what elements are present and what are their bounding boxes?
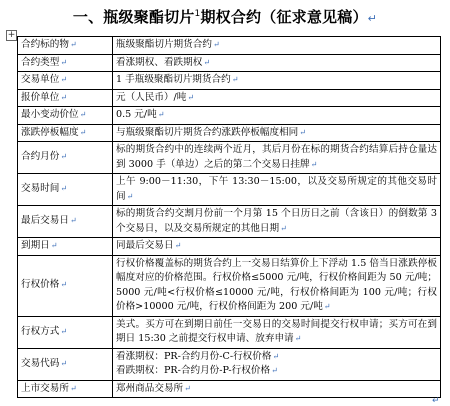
field-value-cell xyxy=(113,37,441,55)
field-value-cell xyxy=(113,89,441,107)
field-value-cell xyxy=(113,174,441,206)
end-paragraph-mark-icon: ↵ xyxy=(432,396,440,406)
field-value-cell xyxy=(113,380,441,398)
field-label: 行权方式 xyxy=(21,325,60,337)
field-value-cell xyxy=(113,142,441,174)
field-label-cell xyxy=(18,380,113,398)
cell-end-mark-icon: ↵ xyxy=(231,75,239,84)
field-value-cell xyxy=(113,72,441,90)
cell-end-mark-icon: ↵ xyxy=(323,302,331,311)
field-value-line xyxy=(116,91,437,106)
table-row xyxy=(18,174,441,206)
field-label: 最后交易日 xyxy=(21,215,69,227)
field-value-cell xyxy=(113,206,441,238)
field-value-cell xyxy=(113,107,441,125)
field-label: 报价单位 xyxy=(21,91,60,103)
field-label: 合约标的物 xyxy=(21,39,69,50)
field-value-line xyxy=(116,108,437,123)
table-row xyxy=(18,206,441,238)
field-label-cell xyxy=(18,206,113,238)
field-value-line xyxy=(116,257,437,315)
heading-prefix: 一、瓶级聚酯切片 xyxy=(72,8,195,26)
field-label: 行权价格 xyxy=(21,279,60,291)
cell-end-mark-icon: ↵ xyxy=(280,223,287,233)
field-value: 1 手瓶级聚酯切片期货合约 xyxy=(116,74,231,85)
field-label-cell xyxy=(18,72,113,90)
cell-end-mark-icon: ↵ xyxy=(184,383,191,393)
cell-end-mark-icon: ↵ xyxy=(174,241,182,250)
cell-end-mark-icon: ↵ xyxy=(60,326,68,336)
table-row xyxy=(18,37,441,55)
cell-end-mark-icon: ↵ xyxy=(60,57,68,67)
cell-end-mark-icon: ↵ xyxy=(69,383,77,393)
field-label-cell xyxy=(18,142,113,174)
field-value: 元（人民币）/吨 xyxy=(116,91,187,103)
cell-end-mark-icon: ↵ xyxy=(69,40,77,49)
field-value-cell xyxy=(113,124,441,142)
table-row xyxy=(18,54,441,72)
table-row xyxy=(18,89,441,107)
field-value: 与瓶级聚酯切片期货合约涨跌停板幅度相同 xyxy=(116,126,299,138)
field-label-cell xyxy=(18,54,113,72)
field-value-cell xyxy=(113,54,441,72)
field-value-cell xyxy=(113,238,441,256)
table-row xyxy=(18,316,441,348)
cell-end-mark-icon: ↵ xyxy=(60,75,68,84)
cell-end-mark-icon: ↵ xyxy=(60,358,68,368)
field-value-line xyxy=(116,350,437,365)
field-label-cell xyxy=(18,107,113,125)
table-row xyxy=(18,142,441,174)
table-row xyxy=(18,124,441,142)
field-value-line xyxy=(116,143,437,172)
table-move-handle-icon[interactable]: + xyxy=(7,30,16,40)
cell-end-mark-icon: ↵ xyxy=(126,191,134,201)
field-value-line xyxy=(116,318,437,347)
table-row xyxy=(18,107,441,125)
field-value-line xyxy=(116,38,437,53)
field-value-line xyxy=(116,207,437,236)
field-value: 美式。买方可在到期日前任一交易日的交易时间提交行权申请；买方可在到期日 15:30 之前提交行权申请、放弃申请 xyxy=(116,318,437,344)
field-value-line xyxy=(116,364,437,379)
field-value: 郑州商品交易所 xyxy=(116,382,184,394)
field-label: 交易代码 xyxy=(21,357,60,369)
field-label-cell xyxy=(18,255,113,316)
field-value: 标的期货合约中的连续两个近月，其后月份在标的期货合约结算后持仓量达到 3000 手（单边）之后的第二个交易日挂牌 xyxy=(116,144,437,170)
field-value: 上午 9:00－11:30，下午 13:30－15:00，以及交易所规定的其他交易时间 xyxy=(116,176,437,202)
cell-end-mark-icon: ↵ xyxy=(299,127,306,137)
field-value-cell xyxy=(113,316,441,348)
field-value-line xyxy=(116,175,437,204)
document-heading xyxy=(0,6,450,27)
cell-end-mark-icon: ↵ xyxy=(203,57,211,67)
field-value: 0.5 元/吨 xyxy=(116,109,157,120)
field-label: 到期日 xyxy=(21,240,50,251)
field-label-cell xyxy=(18,174,113,206)
field-value-line xyxy=(116,126,437,141)
field-label-cell xyxy=(18,37,113,55)
cell-end-mark-icon: ↵ xyxy=(79,127,87,137)
footnote-marker: 1 xyxy=(194,9,201,19)
table-row xyxy=(18,238,441,256)
cell-end-mark-icon: ↵ xyxy=(60,92,68,102)
field-value: 行权价格覆盖标的期货合约上一交易日结算价上下浮动 1.5 倍当日涨跌停板幅度对应的价格范围。行权价格≤5000 元/吨，行权价格间距为 50 元/吨；5000 元/吨<行权价格≤10000 元/吨，行权价格间距为 100 元/吨；行权价格>10000 元/吨，行权价格间距为 200 元/吨 xyxy=(116,257,437,312)
cell-end-mark-icon: ↵ xyxy=(60,184,68,194)
field-value-line xyxy=(116,382,437,397)
field-label: 上市交易所 xyxy=(21,382,69,394)
field-label: 合约类型 xyxy=(21,56,60,68)
table-row xyxy=(18,348,441,380)
cell-end-mark-icon: ↵ xyxy=(212,40,220,49)
field-value-cell xyxy=(113,348,441,380)
field-label-cell xyxy=(18,89,113,107)
cell-end-mark-icon: ↵ xyxy=(60,152,68,162)
field-value-line xyxy=(116,239,437,254)
field-label-cell xyxy=(18,238,113,256)
contract-spec-table xyxy=(17,36,441,398)
cell-end-mark-icon: ↵ xyxy=(60,280,68,290)
field-value: 瓶级聚酯切片期货合约 xyxy=(116,39,212,50)
table-row xyxy=(18,380,441,398)
cell-end-mark-icon: ↵ xyxy=(294,334,302,343)
cell-end-mark-icon: ↵ xyxy=(69,216,77,226)
field-value-line xyxy=(116,56,437,71)
cell-end-mark-icon: ↵ xyxy=(157,110,165,119)
field-value: 看涨期权：PR-合约月份-C-行权价格 xyxy=(116,350,272,362)
field-label: 最小变动价位 xyxy=(21,109,79,120)
heading-suffix: 期权合约（征求意见稿） xyxy=(200,8,368,26)
cell-end-mark-icon: ↵ xyxy=(310,159,318,169)
field-label: 合约月份 xyxy=(21,151,60,163)
cell-end-mark-icon: ↵ xyxy=(271,366,278,375)
field-value: 看跌期权：PR-合约月份-P-行权价格 xyxy=(116,365,271,376)
cell-end-mark-icon: ↵ xyxy=(272,351,280,361)
field-label: 交易时间 xyxy=(21,183,60,195)
field-label-cell xyxy=(18,316,113,348)
field-value-line xyxy=(116,73,437,88)
field-value-cell xyxy=(113,255,441,316)
table-row xyxy=(18,255,441,316)
field-value: 标的期货合约交割月份前一个月第 15 个日历日之前（含该日）的倒数第 3 个交易日，以及交易所规定的其他日期 xyxy=(116,208,437,234)
field-label-cell xyxy=(18,124,113,142)
field-label: 涨跌停板幅度 xyxy=(21,126,79,138)
field-value: 看涨期权、看跌期权 xyxy=(116,56,203,68)
field-label: 交易单位 xyxy=(21,74,60,85)
table-row xyxy=(18,72,441,90)
field-label-cell xyxy=(18,348,113,380)
cell-end-mark-icon: ↵ xyxy=(79,110,87,119)
field-value: 同最后交易日 xyxy=(116,240,174,251)
cell-end-mark-icon: ↵ xyxy=(50,241,58,250)
cell-end-mark-icon: ↵ xyxy=(187,92,195,102)
paragraph-mark-icon: ↵ xyxy=(367,12,378,25)
